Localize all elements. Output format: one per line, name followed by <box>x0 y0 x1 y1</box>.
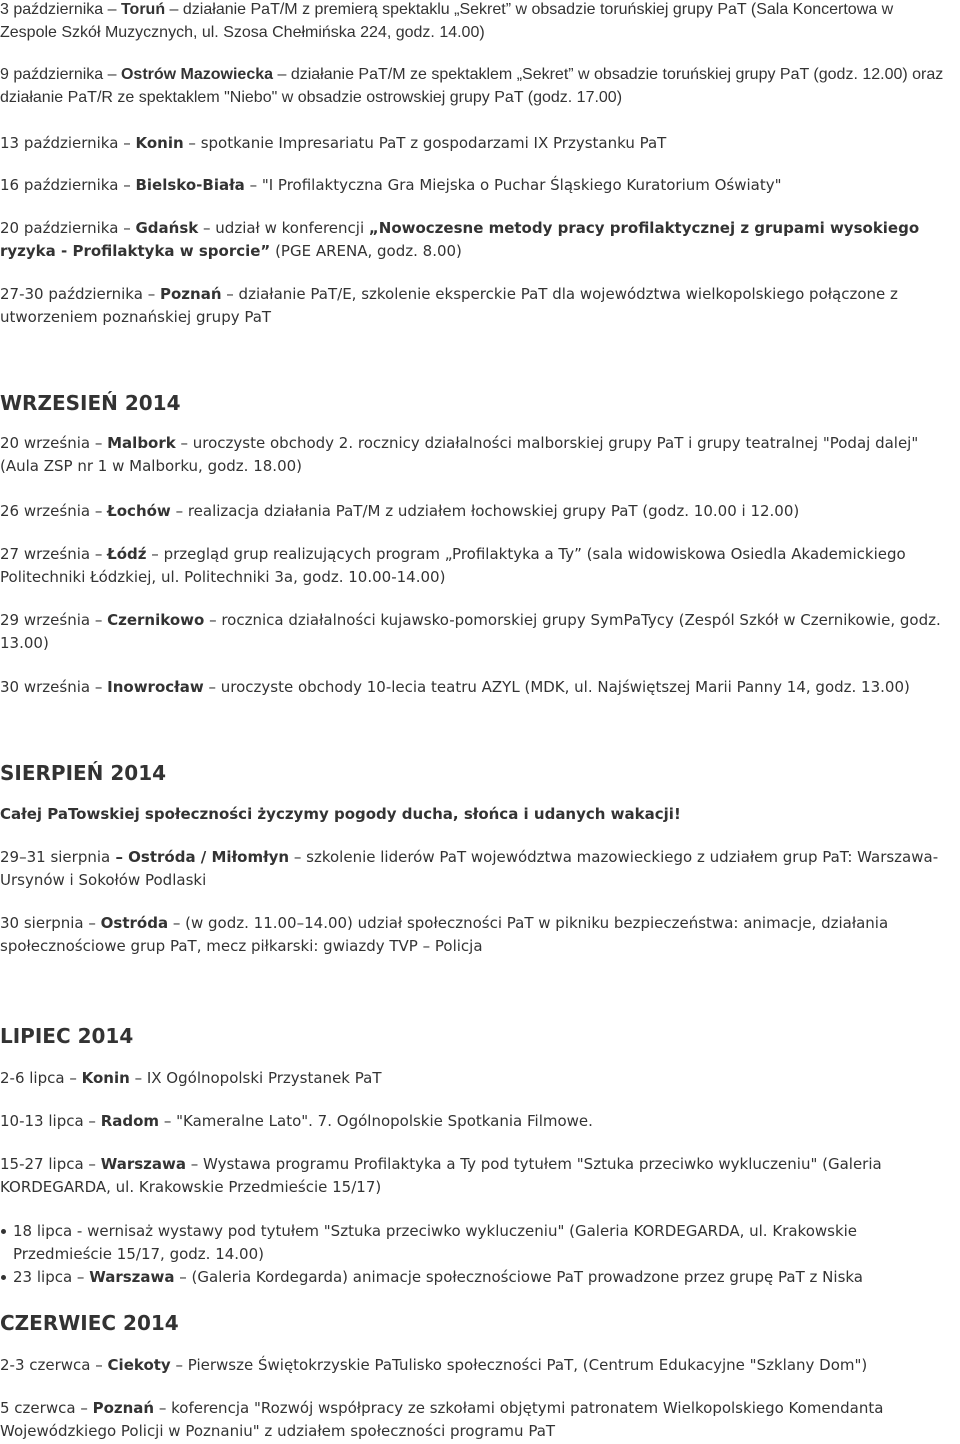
separator: – <box>90 611 108 629</box>
separator: – <box>175 434 193 452</box>
month-heading: CZERWIEC 2014 <box>0 1311 179 1335</box>
separator: – <box>103 66 121 83</box>
separator: – <box>204 611 222 629</box>
event-text: działanie PaT/M z premierą spektaklu „Sekret” w obsadzie toruńskiej grupy PaT (Sala Koncertowa w Zespole Szkół Muzycznych, ul. Szosa Chełmińska 224, godz. 14.00) <box>0 1 894 41</box>
wish-text: Całej PaTowskiej społeczności życzymy pogody ducha, słońca i udanych wakacji! <box>0 805 681 823</box>
event-text: działanie PaT/M ze spektaklem „Sekret” w obsadzie toruńskiej grupy PaT (godz. 12.00) oraz działanie PaT/R ze spektaklem "Niebo" w obsadzie ostrowskiej grupy PaT (godz. 17.00) <box>0 66 944 106</box>
event-place: Poznań <box>92 1399 155 1417</box>
event-place: Warszawa <box>100 1155 186 1173</box>
event-date: 27-30 października <box>0 285 143 303</box>
event-date: 20 września <box>0 434 91 452</box>
separator: – <box>90 678 108 696</box>
separator: – <box>90 502 108 520</box>
event-text: rocznica działalności kujawsko-pomorskiej grupy SymPaTycy (Zespól Szkół w Czernikowie, godz. 13.00) <box>0 611 941 652</box>
event-paragraph <box>0 432 952 478</box>
event-place: Toruń <box>120 1 166 18</box>
event-place: Malbork <box>107 434 176 452</box>
separator: – <box>103 1 121 18</box>
event-date: 30 sierpnia <box>0 914 84 932</box>
event-paragraph <box>0 0 952 44</box>
event-paragraph <box>0 846 952 892</box>
event-text: koferencja "Rozwój współpracy ze szkołami objętymi patronatem Wielkopolskiego Komendanta Wojewódzkiego Policji w Poznaniu" z udziałem społeczności programu PaT <box>0 1399 884 1440</box>
event-place: Ciekoty <box>107 1356 171 1374</box>
event-place: Inowrocław <box>107 678 204 696</box>
event-paragraph <box>0 609 952 655</box>
event-paragraph <box>0 217 952 263</box>
list-item-text: 18 lipca - wernisaż wystawy pod tytułem "Sztuka przeciwko wykluczeniu" (Galeria KORDEGARDA, ul. Krakowskie Przedmieście 15/17, godz. 14.00) <box>13 1222 858 1263</box>
event-date: 16 października <box>0 176 119 194</box>
month-heading: SIERPIEŃ 2014 <box>0 761 167 785</box>
event-place: Ostrów Mazowiecka <box>120 66 274 83</box>
event-paragraph <box>0 500 952 523</box>
event-place: Warszawa <box>89 1268 175 1286</box>
separator: – <box>154 1399 172 1417</box>
wish-paragraph <box>0 803 952 826</box>
event-date: 3 października <box>0 1 104 18</box>
separator: – <box>118 176 136 194</box>
separator: – <box>90 434 108 452</box>
event-date: 2-3 czerwca <box>0 1356 91 1374</box>
event-place: Czernikowo <box>107 611 205 629</box>
separator: – <box>174 1268 192 1286</box>
event-paragraph <box>0 174 952 197</box>
separator: – <box>110 848 129 866</box>
event-paragraph <box>0 132 952 155</box>
event-date: 2-6 lipca <box>0 1069 65 1087</box>
separator: – <box>186 1155 204 1173</box>
event-text: uroczyste obchody 10-lecia teatru AZYL (MDK, ul. Najświętszej Marii Panny 14, godz. 13.00) <box>220 678 910 696</box>
event-text: uroczyste obchody 2. rocznicy działalności malborskiej grupy PaT i grupy teatralnej "Podaj dalej" (Aula ZSP nr 1 w Malborku, godz. 18.00) <box>0 434 919 475</box>
event-text: działanie PaT/E, szkolenie eksperckie PaT dla województwa wielkopolskiego połączone z utworzeniem poznańskiej grupy PaT <box>0 285 898 326</box>
event-place: Ostróda / Miłomłyn <box>128 848 290 866</box>
separator: – <box>289 848 307 866</box>
event-paragraph <box>0 912 952 958</box>
event-text: udział w konferencji <box>215 219 365 237</box>
separator: – <box>221 285 239 303</box>
separator: – <box>146 545 164 563</box>
bullet-icon <box>1 1275 6 1280</box>
event-date: 27 września <box>0 545 91 563</box>
separator: – <box>83 1155 101 1173</box>
event-text: IX Ogólnopolski Przystanek PaT <box>146 1069 382 1087</box>
separator: – <box>159 1112 177 1130</box>
bullet-list <box>0 1220 952 1289</box>
separator: – <box>170 502 188 520</box>
separator: – <box>142 285 160 303</box>
separator: – <box>273 66 291 83</box>
event-date: 5 czerwca <box>0 1399 76 1417</box>
separator: – <box>244 176 262 194</box>
event-date: 9 października <box>0 66 104 83</box>
event-place: Łódź <box>107 545 147 563</box>
event-place: Poznań <box>159 285 222 303</box>
event-paragraph <box>0 676 952 699</box>
month-heading: LIPIEC 2014 <box>0 1024 134 1048</box>
event-date: 10-13 lipca <box>0 1112 84 1130</box>
event-text: "Kameralne Lato". 7. Ogólnopolskie Spotkania Filmowe. <box>176 1112 593 1130</box>
event-text: szkolenie liderów PaT województwa mazowieckiego z udziałem grup PaT: Warszawa-Ursynów i Sokołów Podlaski <box>0 848 939 889</box>
event-date: 30 września <box>0 678 91 696</box>
event-paragraph <box>0 1354 952 1377</box>
separator: – <box>118 219 136 237</box>
event-text: (w godz. 11.00–14.00) udział społeczności PaT w pikniku bezpieczeństwa: animacje, działania społecznościowe grup PaT, mecz piłkarski: gwiazdy TVP – Policja <box>0 914 889 955</box>
event-text: realizacja działania PaT/M z udziałem łochowskiej grupy PaT (godz. 10.00 i 12.00) <box>187 502 800 520</box>
event-place: Konin <box>81 1069 130 1087</box>
separator: – <box>72 1268 90 1286</box>
event-place: Konin <box>135 134 184 152</box>
event-text: (PGE ARENA, godz. 8.00) <box>275 242 462 260</box>
separator: – <box>129 1069 147 1087</box>
event-paragraph <box>0 1067 952 1090</box>
event-place: Łochów <box>107 502 171 520</box>
event-date: 29–31 sierpnia <box>0 848 111 866</box>
separator: – <box>198 219 216 237</box>
event-place: Bielsko-Biała <box>135 176 245 194</box>
separator: – <box>64 1069 82 1087</box>
event-place: Radom <box>100 1112 160 1130</box>
event-date: 29 września <box>0 611 91 629</box>
event-paragraph <box>0 283 952 329</box>
separator: – <box>165 1 183 18</box>
bullet-icon <box>1 1229 6 1234</box>
event-paragraph <box>0 543 952 589</box>
event-date: 13 października <box>0 134 119 152</box>
event-place: Gdańsk <box>135 219 199 237</box>
event-paragraph <box>0 1153 952 1199</box>
separator: – <box>83 914 101 932</box>
event-paragraph <box>0 1110 952 1133</box>
conference-title: „Nowoczesne metody pracy profilaktycznej z grupami wysokiego ryzyka - Profilaktyka w sporcie” <box>0 219 920 260</box>
event-text: "I Profilaktyczna Gra Miejska o Puchar Śląskiego Kuratorium Oświaty" <box>261 176 782 194</box>
separator: – <box>90 1356 108 1374</box>
separator: – <box>203 678 221 696</box>
separator: – <box>183 134 201 152</box>
event-paragraph <box>0 1397 952 1443</box>
list-item <box>0 1266 952 1289</box>
list-item-text: (Galeria Kordegarda) animacje społecznościowe PaT prowadzone przez grupę PaT z Niska <box>191 1268 864 1286</box>
event-place: Ostróda <box>100 914 169 932</box>
month-heading: WRZESIEŃ 2014 <box>0 391 181 415</box>
separator: – <box>168 914 186 932</box>
list-item <box>0 1220 952 1266</box>
separator: – <box>90 545 108 563</box>
separator: – <box>75 1399 93 1417</box>
event-date: 23 lipca <box>13 1268 73 1286</box>
separator: – <box>170 1356 188 1374</box>
event-text: Pierwsze Świętokrzyskie PaTulisko społeczności PaT, (Centrum Edukacyjne "Szklany Dom") <box>187 1356 868 1374</box>
event-paragraph <box>0 63 952 109</box>
separator: – <box>118 134 136 152</box>
event-date: 26 września <box>0 502 91 520</box>
event-text: spotkanie Impresariatu PaT z gospodarzami IX Przystanku PaT <box>200 134 667 152</box>
event-text: przegląd grup realizujących program „Profilaktyka a Ty” (sala widowiskowa Osiedla Akademickiego Politechniki Łódzkiej, ul. Politechniki 3a, godz. 10.00-14.00) <box>0 545 906 586</box>
event-date: 15-27 lipca <box>0 1155 84 1173</box>
separator: – <box>83 1112 101 1130</box>
event-date: 20 października <box>0 219 119 237</box>
event-text: Wystawa programu Profilaktyka a Ty pod tytułem "Sztuka przeciwko wykluczeniu" (Galeria KORDEGARDA, ul. Krakowskie Przedmieście 15/17) <box>0 1155 882 1196</box>
